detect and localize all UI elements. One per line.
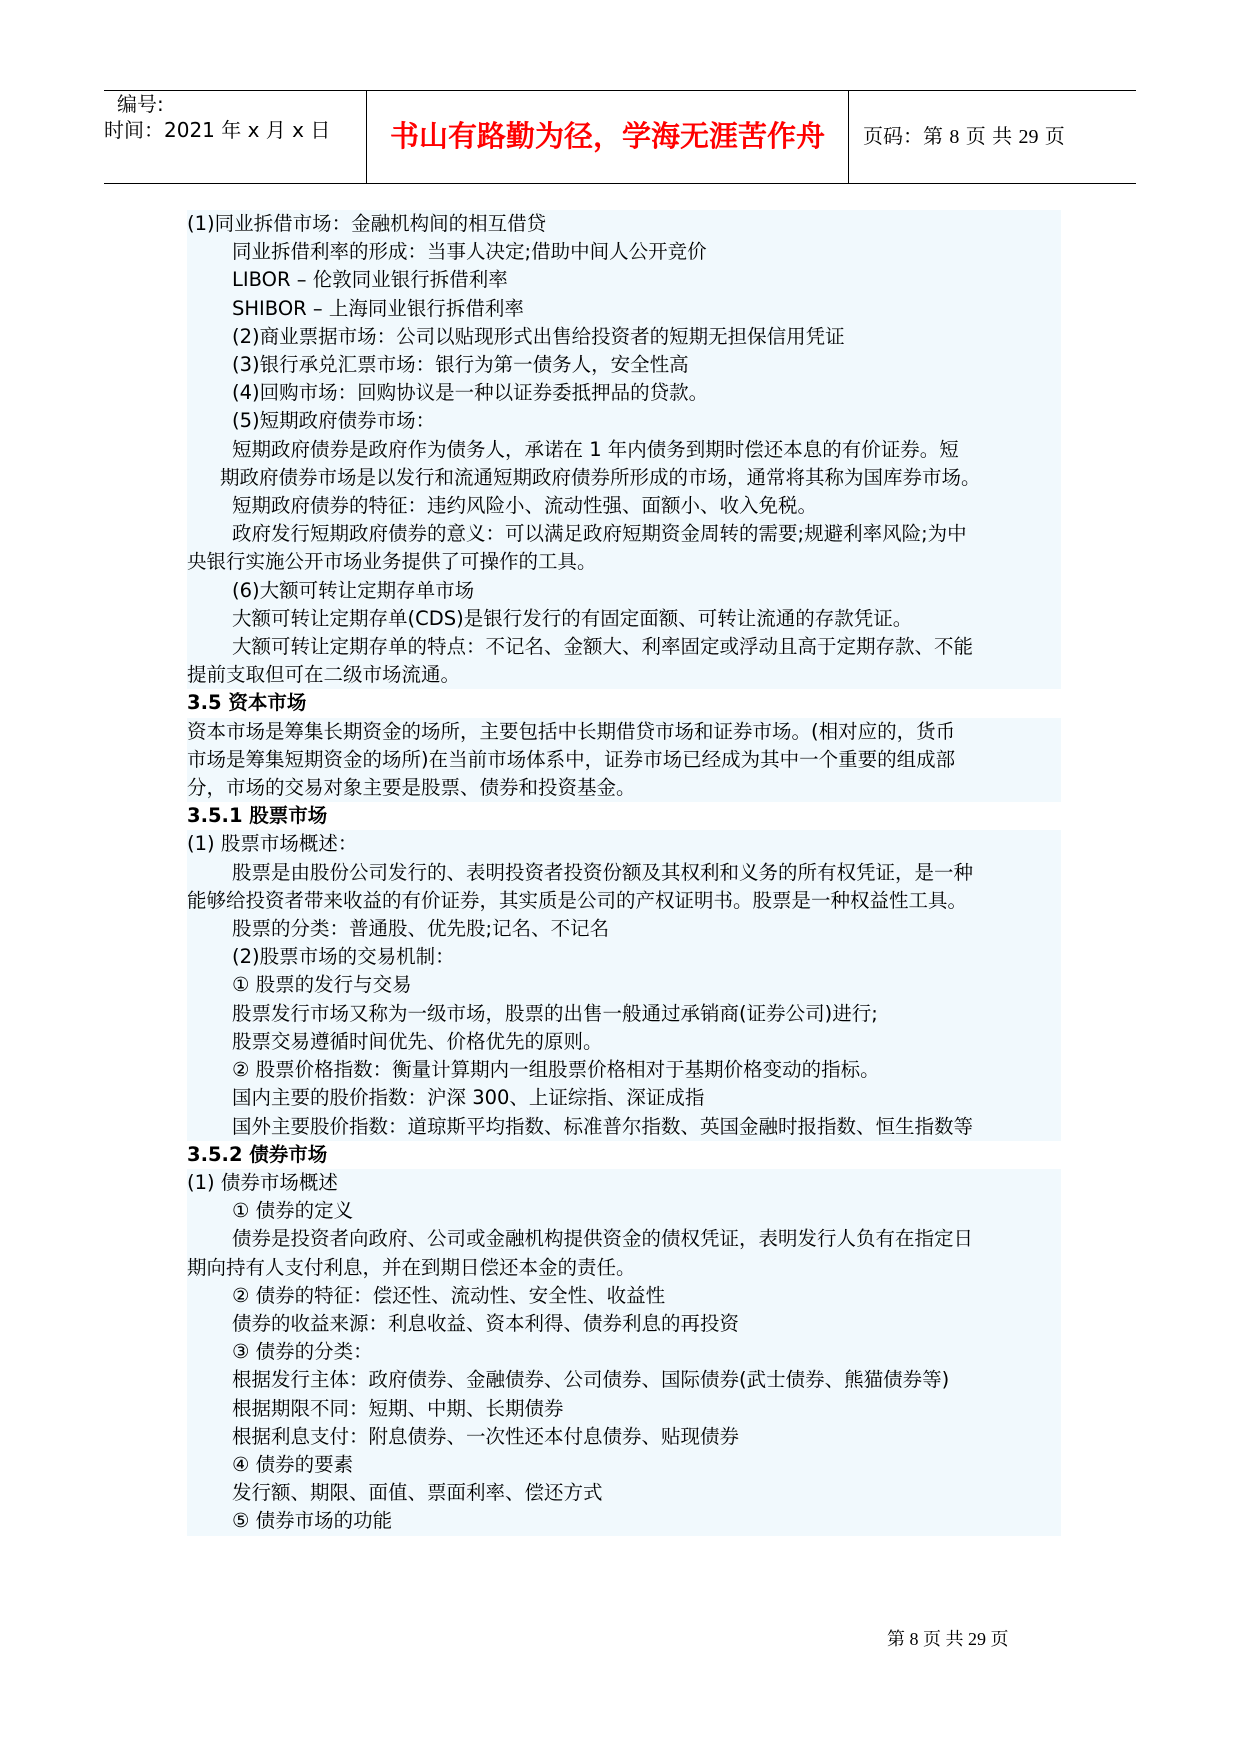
body-line: 大额可转让定期存单的特点：不记名、金额大、利率固定或浮动且高于定期存款、不能: [232, 635, 974, 659]
body-line: ③ 债券的分类：: [232, 1340, 373, 1364]
body-line: 股票交易遵循时间优先、价格优先的原则。: [232, 1029, 603, 1053]
body-line: 股票发行市场又称为一级市场，股票的出售一般通过承销商(证券公司)进行;: [232, 1001, 878, 1025]
section-heading-stock-market: 3.5.1 股票市场: [187, 802, 1061, 830]
body-line: 根据发行主体：政府债券、金融债券、公司债券、国际债券(武士债券、熊猫债券等): [232, 1368, 950, 1392]
document-number-label: 编号:: [117, 92, 164, 116]
bond-market-section: [187, 1169, 1061, 1536]
page-footer: 第 8 页 共 29 页: [887, 1629, 1009, 1649]
capital-market-section: [187, 718, 1061, 803]
body-line: (1)同业拆借市场：金融机构间的相互借贷: [187, 212, 547, 235]
body-line: (3)银行承兑汇票市场：银行为第一债务人，安全性高: [232, 353, 689, 377]
body-line: ① 债券的定义: [232, 1199, 354, 1223]
body-line: LIBOR – 伦敦同业银行拆借利率: [232, 268, 508, 292]
body-line: 提前支取但可在二级市场流通。: [187, 663, 461, 687]
body-line: ④ 债券的要素: [232, 1452, 354, 1476]
body-line: 能够给投资者带来收益的有价证券，其实质是公司的产权证明书。股票是一种权益性工具。: [187, 888, 968, 912]
time-label: 时间：2021 年 x 月 x 日: [104, 118, 331, 142]
body-line: 分，市场的交易对象主要是股票、债券和投资基金。: [187, 776, 636, 800]
page-total: 29: [1018, 126, 1039, 148]
section-heading-capital-market: 3.5 资本市场: [187, 689, 1061, 717]
body-line: 短期政府债券的特征：违约风险小、流动性强、面额小、收入免税。: [232, 494, 818, 518]
header-motto: 书山有路勤为径，学海无涯苦作舟: [389, 119, 825, 153]
body-line: (1) 股票市场概述：: [187, 832, 358, 856]
page-middle: 页 共: [965, 124, 1013, 148]
page-prefix: 页码：第: [863, 124, 943, 148]
page-number: 8: [949, 126, 960, 148]
body-line: 短期政府债券是政府作为债务人，承诺在 1 年内债务到期时偿还本息的有价证券。短: [232, 437, 959, 461]
body-line: 根据利息支付：附息债券、一次性还本付息债券、贴现债券: [232, 1424, 740, 1448]
body-line: 市场是筹集短期资金的场所)在当前市场体系中，证券市场已经成为其中一个重要的组成部: [187, 747, 956, 771]
body-line: 资本市场是筹集长期资金的场所，主要包括中长期借贷市场和证券市场。(相对应的，货币: [187, 719, 956, 743]
body-line: 股票的分类：普通股、优先股;记名、不记名: [232, 917, 610, 941]
body-line: ① 股票的发行与交易: [232, 973, 412, 997]
body-line: (1) 债券市场概述: [187, 1170, 338, 1194]
body-line: (5)短期政府债券市场：: [232, 409, 436, 433]
header-right-cell: [849, 91, 1136, 183]
body-line: 大额可转让定期存单(CDS)是银行发行的有固定面额、可转让流通的存款凭证。: [232, 606, 913, 630]
body-line: 债券是投资者向政府、公司或金融机构提供资金的债权凭证，表明发行人负有在指定日: [232, 1227, 974, 1251]
body-line: 同业拆借利率的形成：当事人决定;借助中间人公开竞价: [232, 240, 707, 264]
body-line: (4)回购市场：回购协议是一种以证券委抵押品的贷款。: [232, 381, 709, 405]
body-line: 债券的收益来源：利息收益、资本利得、债券利息的再投资: [232, 1311, 740, 1335]
body-line: 发行额、期限、面值、票面利率、偿还方式: [232, 1481, 603, 1505]
body-line: 期向持有人支付利息，并在到期日偿还本金的责任。: [187, 1255, 636, 1279]
body-line: (2)股票市场的交易机制：: [232, 945, 455, 969]
body-line: 政府发行短期政府债券的意义：可以满足政府短期资金周转的需要;规避利率风险;为中: [232, 522, 967, 546]
header-page-info: [863, 124, 1065, 149]
section-heading-bond-market: 3.5.2 债券市场: [187, 1141, 1061, 1169]
stock-market-section: [187, 830, 1061, 1140]
body-line: 根据期限不同：短期、中期、长期债券: [232, 1396, 564, 1420]
body-line: 期政府债券市场是以发行和流通短期政府债券所形成的市场，通常将其称为国库券市场。: [220, 465, 981, 489]
body-line: (6)大额可转让定期存单市场: [232, 578, 475, 602]
body-line: (2)商业票据市场：公司以贴现形式出售给投资者的短期无担保信用凭证: [232, 324, 845, 348]
body-line: ② 股票价格指数：衡量计算期内一组股票价格相对于基期价格变动的指标。: [232, 1058, 880, 1082]
header-left-cell: [104, 91, 367, 183]
body-line: ② 债券的特征：偿还性、流动性、安全性、收益性: [232, 1283, 666, 1307]
page-suffix: 页: [1044, 124, 1065, 148]
header-middle-cell: [367, 91, 849, 183]
page-header: [104, 90, 1136, 184]
body-line: 央银行实施公开市场业务提供了可操作的工具。: [187, 550, 597, 574]
body-line: 股票是由股份公司发行的、表明投资者投资份额及其权利和义务的所有权凭证，是一种: [232, 860, 974, 884]
body-line: 国内主要的股价指数：沪深 300、上证综指、深证成指: [232, 1086, 705, 1110]
body-line: ⑤ 债券市场的功能: [232, 1509, 393, 1533]
body-line: 国外主要股价指数：道琼斯平均指数、标准普尔指数、英国金融时报指数、恒生指数等: [232, 1114, 974, 1138]
money-market-section: [187, 210, 1061, 689]
body-line: SHIBOR – 上海同业银行拆借利率: [232, 296, 524, 320]
document-body: [187, 210, 1061, 1536]
